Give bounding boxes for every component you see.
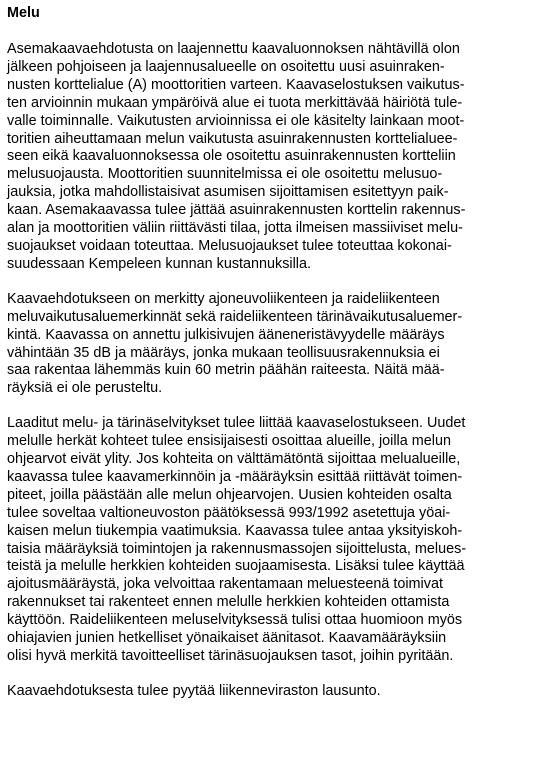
paragraph-line: jauksia, jotka mahdollistaisivat asumisen sijoittamisen esitettyyn paik- <box>7 184 449 201</box>
paragraph-line: meluvaikutusaluemerkinnät sekä raideliikenteen tärinävaikutusaluemer- <box>7 308 463 325</box>
paragraph-line: kintä. Kaavassa on annettu julkisivujen ääneneristävyydelle määräys <box>7 326 445 343</box>
paragraph-line: melusuojausta. Moottoritien suunnitelmissa ei ole osoitettu melusuo- <box>7 166 443 183</box>
paragraph-line: ohjearvot eivät ylity. Jos kohteita on välttämätöntä sijoittaa melualueille, <box>7 451 461 468</box>
paragraph-line: ohiajavien junien hetkelliset yönaikaiset äänitasot. Kaavamääräyksiin <box>7 630 447 647</box>
paragraph-line: nusten korttelialue (A) moottoritien varteen. Kaavaselostuksen vaikutus- <box>7 76 465 93</box>
paragraph-line: kaisen melun tiukempia vaatimuksia. Kaavassa tulee antaa yksityiskoh- <box>7 522 463 539</box>
paragraph-1 <box>7 41 547 274</box>
paragraph-line: alan ja moottoritien väliin riittävästi tilaa, jotta ilmeisen massiiviset melu- <box>7 220 463 237</box>
paragraph-line: Asemakaavaehdotusta on laajennettu kaavaluonnoksen nähtävillä olon <box>7 41 460 57</box>
paragraph-3 <box>7 415 547 666</box>
paragraph-line: rakennukset tai rakenteet ennen melulle herkkien kohteiden ottamista <box>7 594 450 611</box>
paragraph-4 <box>7 683 547 701</box>
paragraph-line: käyttöön. Raideliikenteen meluselvityksessä tulisi ottaa huomioon myös <box>7 612 463 629</box>
paragraph-line: teistä ja melulle herkkien kohteiden suojaamisesta. Lisäksi tulee käyttää <box>7 558 465 575</box>
paragraph-line: melulle herkät kohteet tulee ensisijaisesti osoittaa alueille, joilla melun <box>7 433 451 450</box>
paragraph-line: ajoitusmääräystä, joka velvoittaa rakentamaan meluesteenä toimivat <box>7 576 443 593</box>
paragraph-line: olisi hyvä merkitä tavoitteelliset tärinäsuojauksen tasot, joihin pyritään. <box>7 648 454 664</box>
paragraph-line: Laaditut melu- ja tärinäselvitykset tulee liittää kaavaselostukseen. Uudet <box>7 415 466 432</box>
paragraph-line: valle toiminnalle. Vaikutusten arvioinnissa ei ole käsitelty lainkaan moot- <box>7 112 465 129</box>
paragraph-line: suudessaan Kempeleen kunnan kustannuksilla. <box>7 255 312 272</box>
paragraph-line: taisia määräyksiä toimintojen ja rakennusmassojen sijoittelusta, melues- <box>7 540 467 557</box>
paragraph-line: kaavassa tulee kaavamerkinnöin ja -määräyksin esittää riittävät toimen- <box>7 468 463 485</box>
paragraph-line: seen eikä kaavaluonnoksessa ole osoitettu asuinrakennusten kortteliin <box>7 148 456 165</box>
paragraph-line: vähintään 35 dB ja määräys, jonka mukaan teollisuusrakennuksia ei <box>7 344 440 361</box>
paragraph-line: Kaavaehdotukseen on merkitty ajoneuvoliikenteen ja raideliikenteen <box>7 290 440 307</box>
paragraph-line: ten arvioinnin mukaan ympäröivä alue ei tuota merkittävää häiriötä tule- <box>7 94 463 111</box>
paragraph-line: Kaavaehdotuksesta tulee pyytää liikenneviraston lausunto. <box>7 682 381 699</box>
paragraph-line: toritien aiheuttamaan melun vaikutusta asuinrakennusten korttelialuee- <box>7 130 458 147</box>
paragraph-2 <box>7 291 547 398</box>
paragraph-line: piteet, joilla päästään alle melun ohjearvojen. Uusien kohteiden osalta <box>7 486 452 503</box>
section-heading: Melu <box>7 5 40 21</box>
document-page <box>7 4 547 718</box>
paragraph-line: räyksiä ei ole perusteltu. <box>7 380 163 397</box>
paragraph-line: saa rakentaa lähemmäs kuin 60 metrin päähän raiteesta. Näitä mää- <box>7 362 445 379</box>
paragraph-line: tulee soveltaa valtioneuvoston päätöksessä 993/1992 asetettuja yöai- <box>7 504 451 521</box>
paragraph-line: jälkeen pohjoiseen ja laajennusalueelle on osoitettu uusi asuinraken- <box>7 58 445 75</box>
paragraph-line: suojaukset voidaan toteuttaa. Melusuojaukset tulee toteuttaa kokonai- <box>7 237 452 254</box>
paragraph-line: kaan. Asemakaavassa tulee jättää asuinrakennusten korttelin rakennus- <box>7 202 466 219</box>
